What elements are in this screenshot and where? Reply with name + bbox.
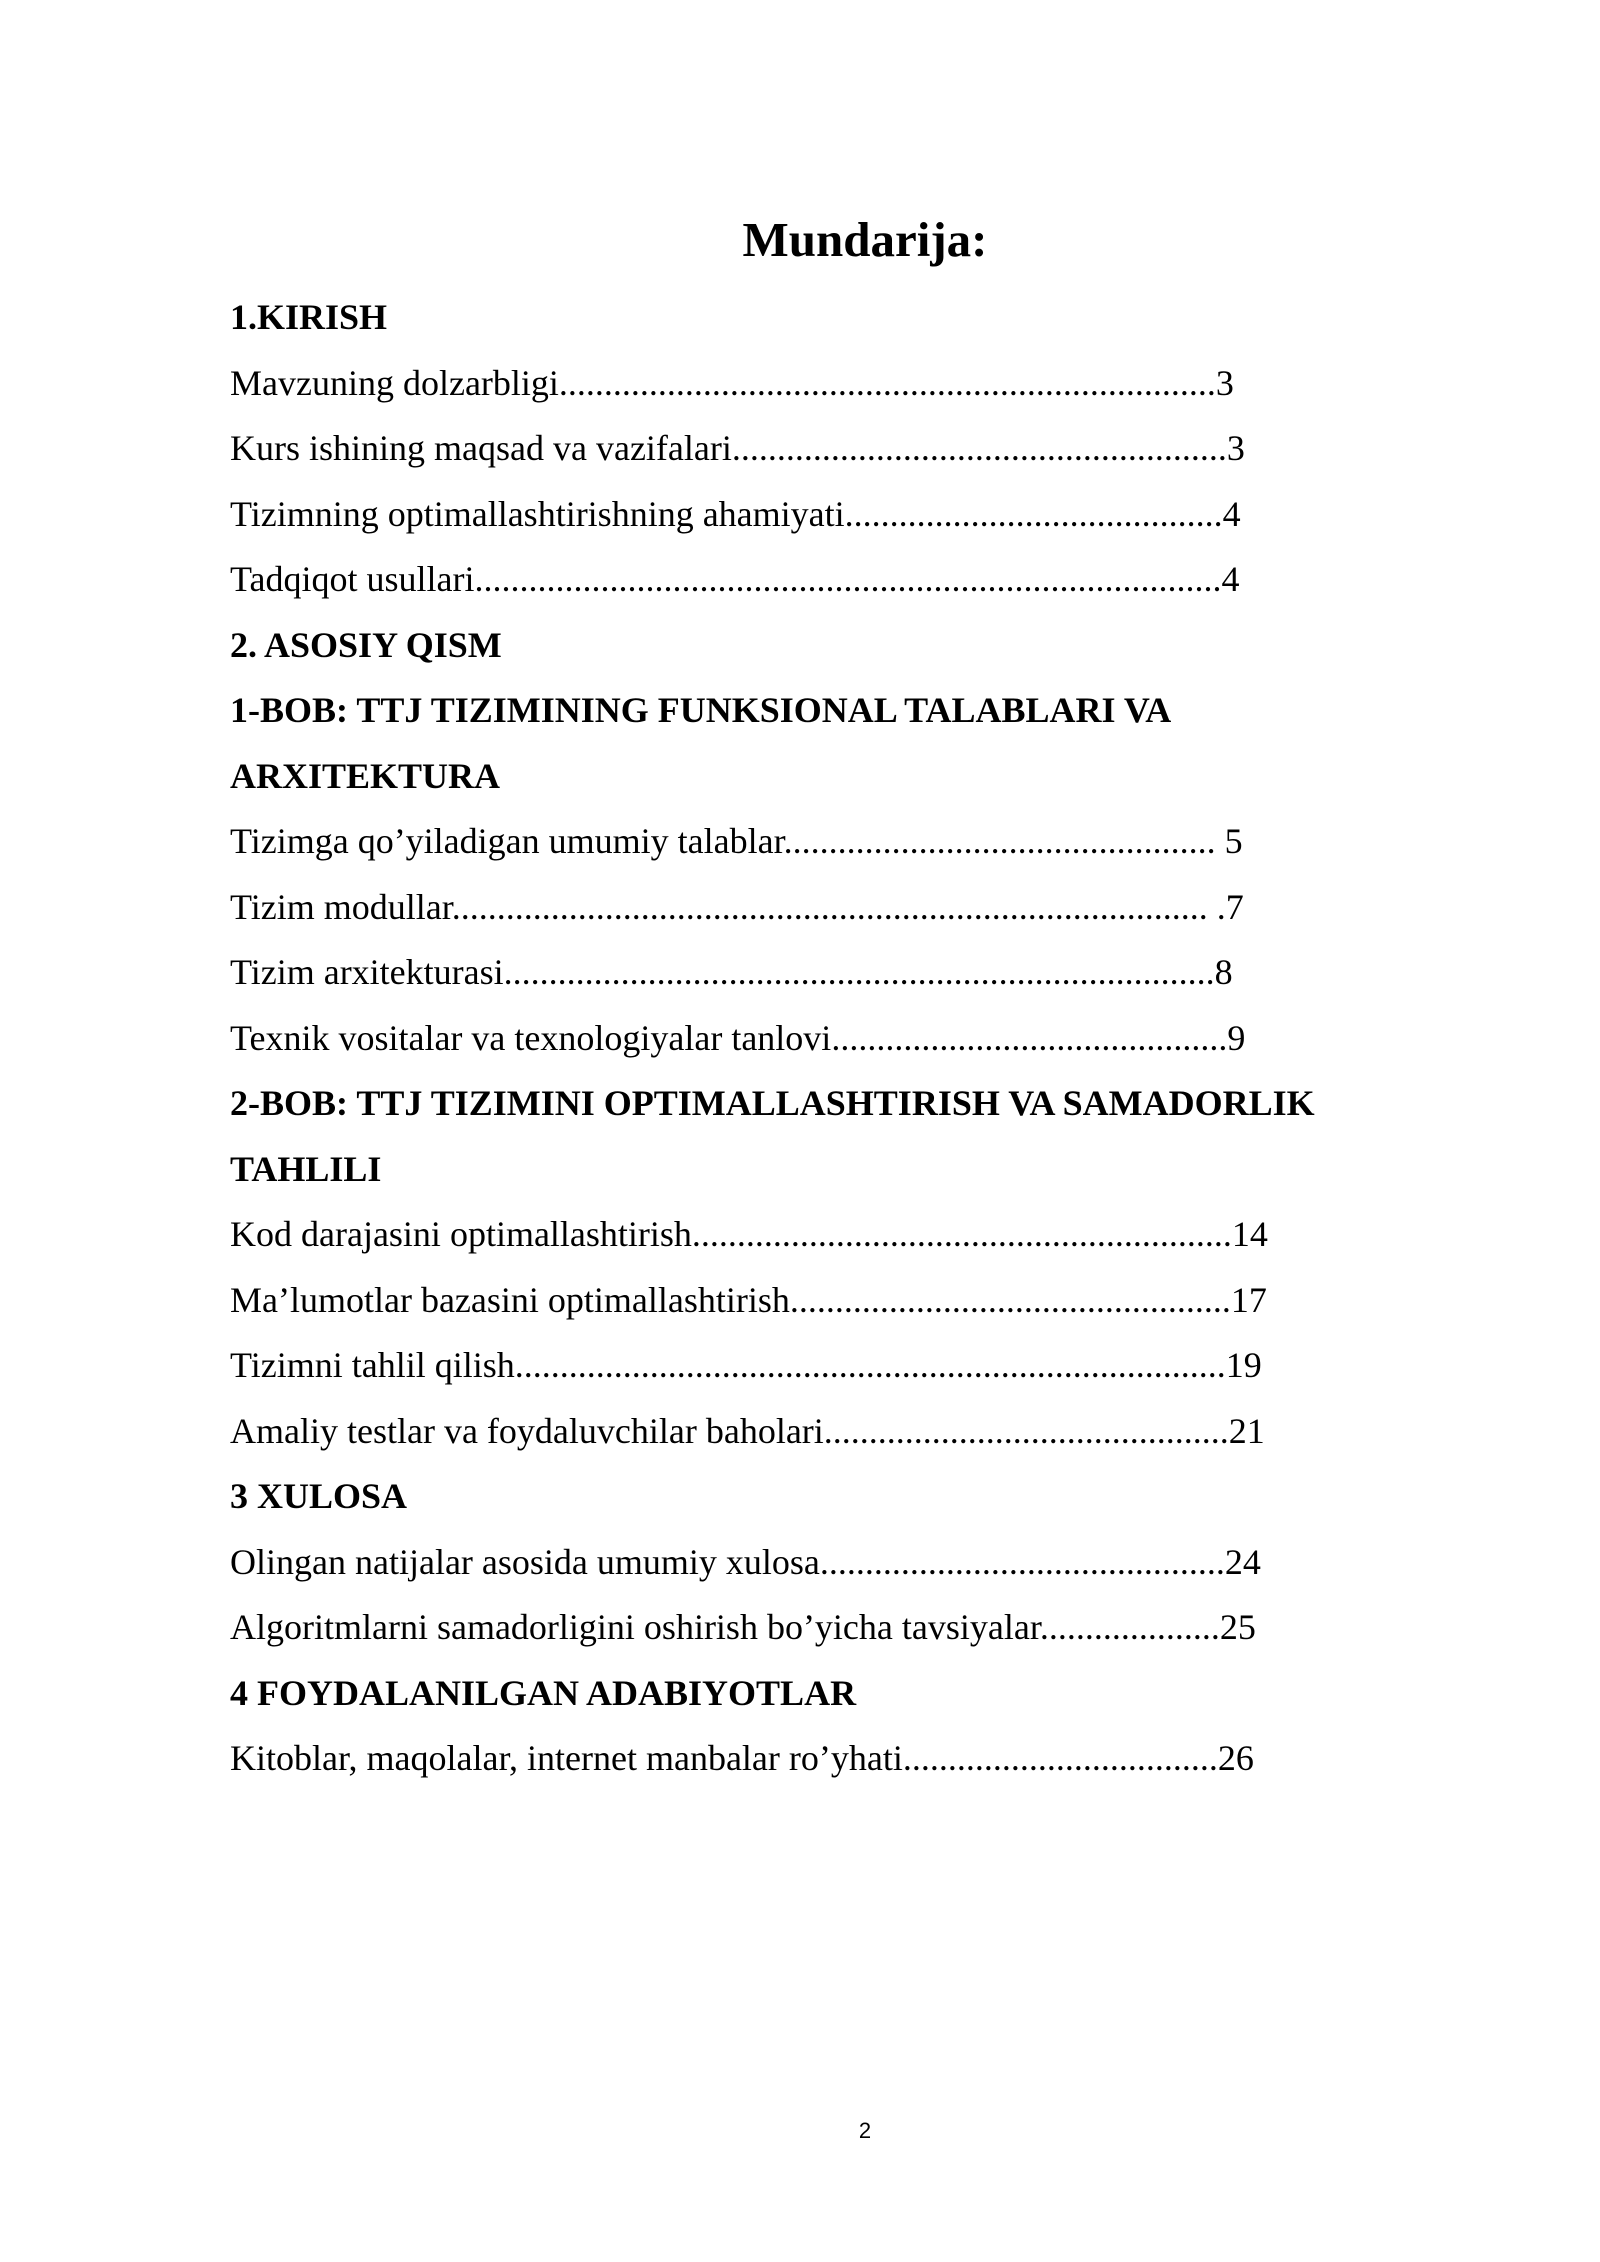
toc-entry: Ma’lumotlar bazasini optimallashtirish.................................................17 [230,1279,1267,1320]
toc-entry: Kitoblar, maqolalar, internet manbalar ro’yhati...................................26 [230,1738,1254,1778]
toc-entry: Mavzuning dolzarbligi.........................................................................3 [230,362,1234,403]
toc-heading-bob-1: 1-BOB: TTJ TIZIMINING FUNKSIONAL TALABLARI VA [230,690,1172,730]
toc-entry: Tizimga qo’yiladigan umumiy talablar................................................ 5 [230,821,1243,861]
toc-entry: Tizim modullar.................................................................................... .7 [230,886,1244,927]
toc-entry: Amaliy testlar va foydaluvchilar baholari.............................................21 [230,1410,1265,1451]
toc-entry: Texnik vositalar va texnologiyalar tanlovi............................................9 [230,1017,1246,1058]
toc-heading-kirish: 1.KIRISH [230,297,388,337]
toc-heading-bob-2: 2-BOB: TTJ TIZIMINI OPTIMALLASHTIRISH VA SAMADORLIK [230,1083,1315,1123]
toc-entry: Tizim arxitekturasi...............................................................................8 [230,952,1233,992]
toc-entry: Algoritmlarni samadorligini oshirish bo’yicha tavsiyalar....................25 [230,1607,1256,1647]
toc-entry: Kurs ishining maqsad va vazifalari.......................................................3 [230,428,1245,468]
toc-entry: Kod darajasini optimallashtirish............................................................14 [230,1214,1268,1254]
toc-heading-xulosa: 3 XULOSA [230,1476,408,1516]
toc-entry: Olingan natijalar asosida umumiy xulosa.............................................24 [230,1541,1261,1582]
toc-entry: Tizimning optimallashtirishning ahamiyati..........................................4 [230,493,1241,534]
toc-heading-asosiy-qism: 2. ASOSIY QISM [230,624,502,665]
table-of-contents [230,285,1410,1792]
toc-heading-bob-2-cont: TAHLILI [230,1148,382,1189]
page-title: Mundarija: [742,212,988,267]
toc-heading-adabiyotlar: 4 FOYDALANILGAN ADABIYOTLAR [230,1672,857,1713]
page-number: 2 [858,2118,872,2143]
toc-heading-bob-1-cont: ARXITEKTURA [230,755,501,796]
toc-entry: Tizimni tahlil qilish...............................................................................19 [230,1345,1262,1385]
toc-entry: Tadqiqot usullari...................................................................................4 [230,559,1240,599]
